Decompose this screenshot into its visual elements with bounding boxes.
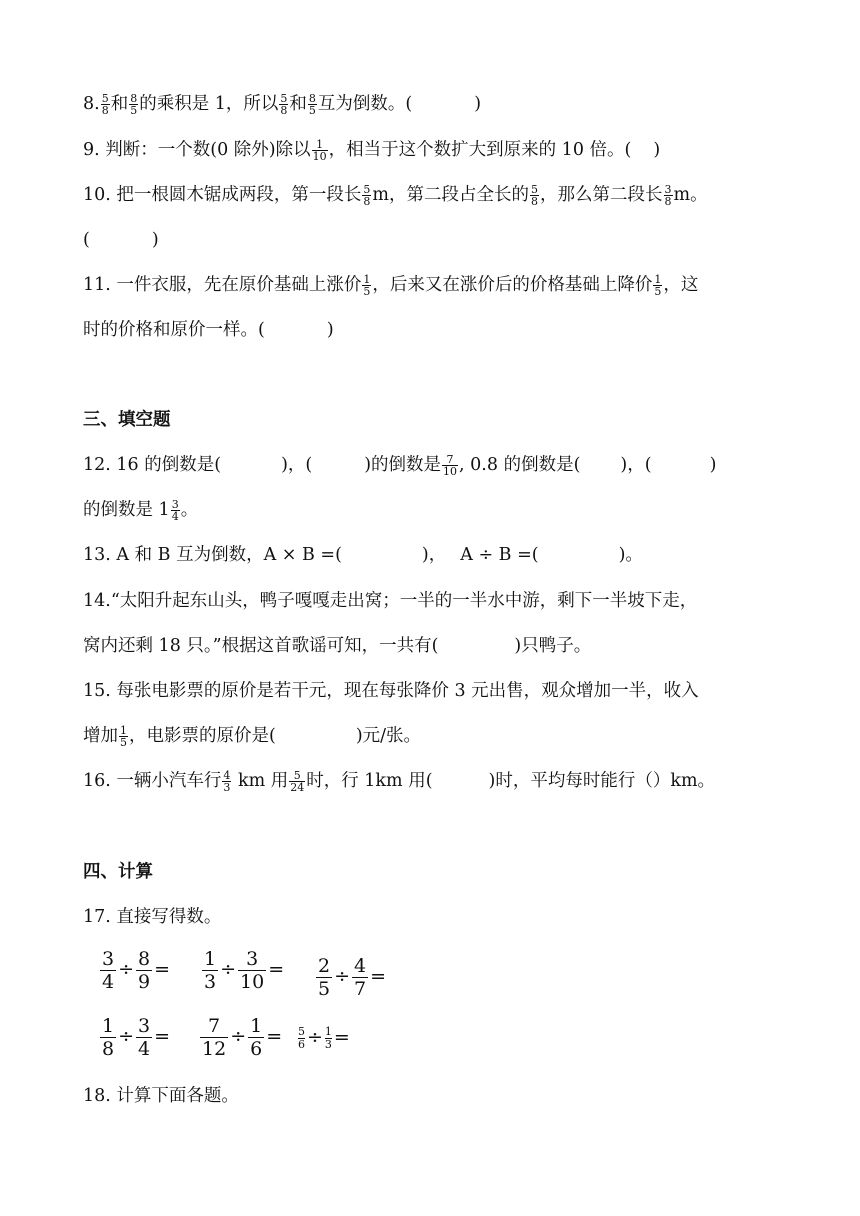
fraction: $\frac{3}{4}$ [171,498,179,523]
calc-item: $\frac{1}{3}$ ÷ $\frac{3}{10}$ = [204,948,285,993]
question-14: 14.“太阳升起东山头，鸭子嘎嘎走出窝；一半的一半水中游，剩下一半坡下走， [83,591,698,611]
calc-item: $\frac{7}{12}$ ÷ $\frac{1}{6}$ = [202,1015,283,1060]
question-10: 10. 把一根圆木锯成两段，第一段长 $\frac{5}{8}$ m，第二段占全长的 $\frac{5}{8}$ ，那么第二段长 $\frac{3}{8}$ m。 [83,183,708,208]
question-10-line2: ( ) [83,230,159,250]
fraction: $\frac{5}{8}$ [101,92,109,117]
question-12: 12. 16 的倒数是( )，( )的倒数是 $\frac{7}{10}$ , 0.8 的倒数是( )，( ) [83,453,717,478]
question-12-line2: 的倒数是 1 $\frac{3}{4}$ 。 [83,498,199,523]
question-11: 11. 一件衣服，先在原价基础上涨价 $\frac{1}{5}$ ，后来又在涨价后的价格基础上降价 $\frac{1}{5}$ ，这 [83,273,699,298]
fraction: $\frac{1}{10}$ [312,138,327,163]
question-9: 9. 判断：一个数(0 除外)除以 $\frac{1}{10}$ ，相当于这个数扩大到原来的 10 倍。( ) [83,138,661,163]
fraction: $\frac{3}{8}$ [664,183,672,208]
section-heading-fill-blank: 三、填空题 [83,410,171,430]
fraction: $\frac{5}{8}$ [531,183,538,208]
question-15: 15. 每张电影票的原价是若干元，现在每张降价 3 元出售，观众增加一半，收入 [83,681,699,701]
section-heading-calculation: 四、计算 [83,862,153,882]
fraction: $\frac{8}{5}$ [130,92,138,117]
fraction: $\frac{8}{5}$ [308,92,316,117]
calc-item: $\frac{1}{8}$ ÷ $\frac{3}{4}$ = [102,1015,171,1060]
fraction: $\frac{5}{8}$ [280,92,288,117]
fraction: $\frac{5}{8}$ [363,183,371,208]
fraction: $\frac{7}{10}$ [443,453,458,478]
fraction: $\frac{1}{5}$ [120,724,127,749]
question-11-line2: 时的价格和原价一样。( ) [83,320,334,340]
calc-item: $\frac{2}{5}$ ÷ $\frac{4}{7}$ = [318,955,387,1000]
question-15-line2: 增加 $\frac{1}{5}$ ，电影票的原价是( )元/张。 [83,724,422,749]
question-13: 13. A 和 B 互为倒数，A × B =( )， A ÷ B =( )。 [83,545,643,565]
fraction: $\frac{1}{5}$ [363,273,371,298]
fraction: $\frac{1}{5}$ [654,273,662,298]
calc-item: $\frac{5}{6}$ ÷ $\frac{1}{3}$ = [298,1025,350,1051]
question-18-title: 18. 计算下面各题。 [83,1086,239,1106]
fraction: $\frac{5}{24}$ [290,769,305,794]
question-14-line2: 窝内还剩 18 只。”根据这首歌谣可知，一共有( )只鸭子。 [83,636,592,656]
question-8: 8. $\frac{5}{8}$ 和 $\frac{8}{5}$ 的乘积是 1，所以 $\frac{5}{8}$ 和 $\frac{8}{5}$ 互为倒数。( ) [83,92,482,117]
question-16: 16. 一辆小汽车行 $\frac{4}{3}$ km 用 $\frac{5}{24}$ 时，行 1km 用( )时，平均每时能行（）km。 [83,769,716,794]
fraction: $\frac{4}{3}$ [223,769,231,794]
question-17-title: 17. 直接写得数。 [83,907,222,927]
calc-item: $\frac{3}{4}$ ÷ $\frac{8}{9}$ = [102,948,171,993]
